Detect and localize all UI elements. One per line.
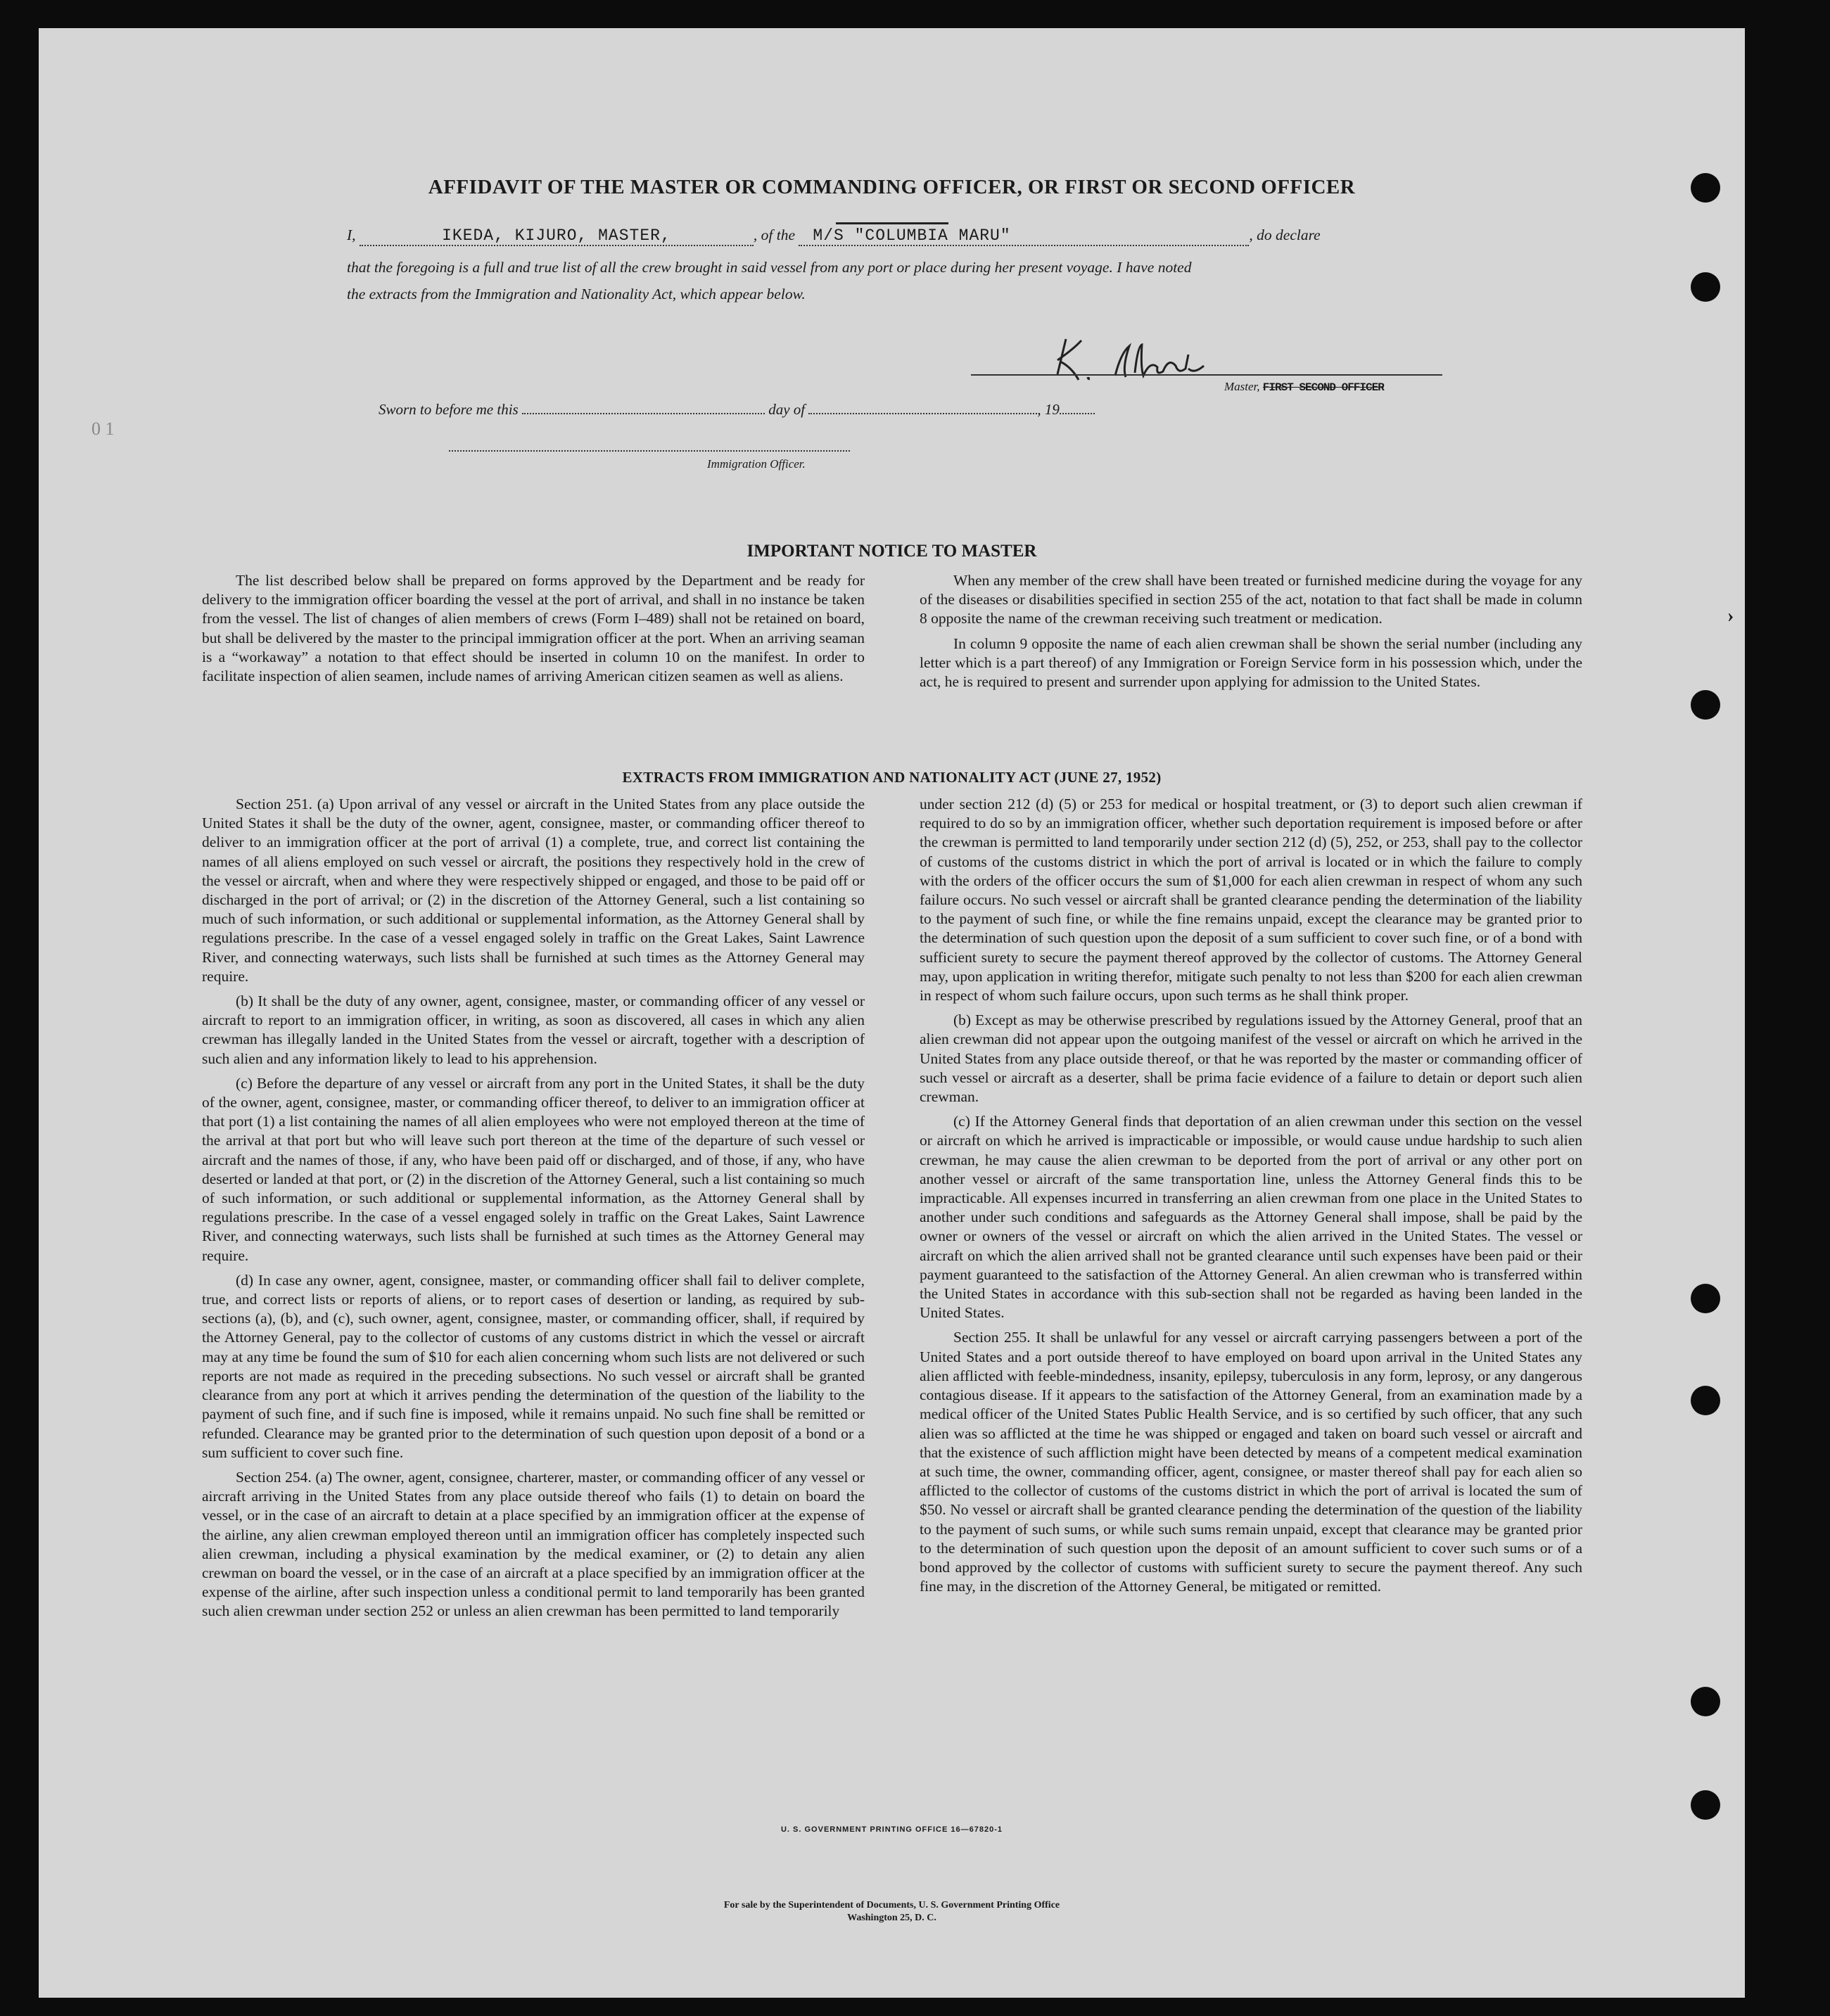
sale-notice [39, 1899, 1745, 1925]
of-the-label: , of the [753, 227, 796, 243]
notice-paragraph: The list described below shall be prepared on forms approved by the Department and be ready for delivery to the immigration officer boarding the vessel at the port of arrival, and shall in no instance be taken from the vessel. The list of changes of alien members of crews (Form I–489) shall not be retained on board, but shall be delivered by the master to the principal immigration officer at the port. When an arriving seaman is a “workaway” a notation to that effect should be inserted in column 10 on the manifest. In order to facilitate inspection of alien seamen, include names of arriving American citizen seamen as well as aliens. [202, 572, 865, 685]
title-divider [836, 222, 948, 224]
punch-hole [1691, 690, 1720, 720]
sworn-year-field [1060, 413, 1095, 414]
notice-title: IMPORTANT NOTICE TO MASTER [746, 542, 1037, 561]
do-declare-label: , do declare [1249, 227, 1321, 243]
vessel-field [799, 227, 1249, 246]
extracts-left-column [202, 795, 865, 1627]
signature-caption [1224, 380, 1384, 394]
officer-name-field [360, 227, 754, 246]
extracts-right-column [920, 795, 1582, 1602]
statute-paragraph: Section 255. It shall be unlawful for any vessel or aircraft carrying passengers between a port of the United States and a port outside thereof to have employed on board upon arrival in the United States any alien afflicted with feeble-mindedness, insanity, epilepsy, tuberculosis in any form, leprosy, or any dangerous contagious disease. If it appears to the satisfaction of the Attorney General, from an examination made by a medical officer of the United States Public Health Service, and is so certified by such officer, that any such alien was so afflicted at the time he was shipped or engaged and taken on board such vessel or aircraft and that the existence of such affliction might have been detected by means of a competent medical examination at such time, the owner, commanding officer, agent, consignee, or master thereof shall pay for each alien so afflicted to the collector of customs of the customs district in which the port of arrival is located the sum of $50. No vessel or aircraft shall be granted clearance pending the determination of the question of the liability to the payment of such sums, or while such sums remain unpaid, except that clearance may be granted prior to the determination of such question upon the deposit of an amount sufficient to cover such sums or of a bond approved by the collector of customs with sufficient surety to secure the payment thereof. Any such fine may, in the discretion of the Attorney General, be mitigated or remitted. [920, 1329, 1582, 1595]
margin-mark: 0 1 [91, 419, 115, 439]
punch-hole [1691, 1687, 1720, 1716]
officer-name-value: IKEDA, KIJURO, MASTER, [442, 227, 671, 245]
punch-hole [1691, 272, 1720, 302]
notice-paragraph: In column 9 opposite the name of each alien crewman shall be shown the serial number (including any letter which is a part thereof) of any Immigration or Foreign Service form in his possession which, under the act, he is required to present and surrender upon applying for admission to the United States. [920, 634, 1582, 691]
declaration-prefix: I, [347, 227, 356, 243]
declaration-line-1 [347, 227, 1487, 246]
sale-line-2: Washington 25, D. C. [847, 1913, 936, 1923]
punch-hole [1691, 1790, 1720, 1820]
sworn-line [379, 401, 1095, 419]
immigration-officer-caption: Immigration Officer. [707, 457, 806, 471]
year-label: , 19 [1037, 401, 1060, 418]
punch-hole [1691, 1386, 1720, 1415]
master-label: Master, [1224, 380, 1260, 393]
declaration-line-3: the extracts from the Immigration and Nationality Act, which appear below. [347, 286, 806, 302]
statute-paragraph: Section 251. (a) Upon arrival of any vessel or aircraft in the United States from any place outside the United States it shall be the duty of the owner, agent, consignee, master, or commanding officer thereof to deliver to an immigration officer at the port of arrival (1) a complete, true, and correct list containing the names of all aliens employed on such vessel or aircraft, the positions they respectively hold in the crew of the vessel or aircraft, when and where they were respectively shipped or engaged, and those to be paid off or discharged in the port of arrival; or (2) in the discretion of the Attorney General, such a list containing so much of such information, or such additional or supplemental information, as the Attorney General shall by regulations prescribe. In the case of a vessel engaged solely in traffic on the Great Lakes, Saint Lawrence River, and connecting waterways, such lists shall be furnished at such times as the Attorney General may require. [202, 796, 865, 985]
notice-paragraph: When any member of the crew shall have been treated or furnished medicine during the voyage for any of the diseases or disabilities specified in section 255 of the act, notation to that fact shall be made in column 8 opposite the name of the crewman receiving such treatment or medication. [920, 572, 1582, 627]
notice-left-column [202, 571, 865, 691]
statute-paragraph: Section 254. (a) The owner, agent, consignee, charterer, master, or commanding officer of any vessel or aircraft arriving in the United States from any place outside thereof who fails (1) to detain on board the vessel, or in the case of an aircraft to detain at a place specified by an immigration officer at the expense of the airline, any alien crewman employed thereon until an immigration officer has completely inspected such alien crewman, including a physical examination by the medical examiner, or (2) to detain any alien crewman on board the vessel, or in the case of an aircraft at a place specified by an immigration officer at the expense of the airline, after such inspection unless a conditional permit to land temporarily has been granted such alien crewman under section 252 or unless an alien crewman has been permitted to land temporarily [202, 1468, 865, 1620]
sale-line-1: For sale by the Superintendent of Documents, U. S. Government Printing Office [723, 1900, 1060, 1910]
struck-officer-label: FIRST SECOND OFFICER [1262, 381, 1384, 394]
page-title: AFFIDAVIT OF THE MASTER OR COMMANDING OFFICER, OR FIRST OR SECOND OFFICER [428, 176, 1356, 198]
statute-paragraph: (b) It shall be the duty of any owner, agent, consignee, master, or commanding officer of any vessel or aircraft to report to an immigration officer, in writing, as soon as discovered, all cases in which any alien crewman has illegally landed in the United States from the vessel or aircraft, together with a description of such alien and any information likely to lead to his apprehension. [202, 993, 865, 1067]
punch-hole [1691, 1284, 1720, 1313]
statute-paragraph: (d) In case any owner, agent, consignee, master, or commanding officer shall fail to deliver complete, true, and correct lists or reports of aliens, or to report cases of desertion or landing, as required by sub-sections (a), (b), and (c), such owner, agent, consignee, master, or commanding officer, shall, if required by the Attorney General, pay to the collector of customs of any customs district in which the vessel or aircraft may at any time be found the sum of $10 for each alien concerning whom such lists are not delivered or such reports are not made as required in the preceding subsections. No such vessel or aircraft shall be granted clearance from any port at which it arrives pending the determination of the question of the liability to the payment of such fine, and if such fine is imposed, while it remains unpaid. No such fine shall be remitted or refunded. Clearance may be granted prior to the determination of such question upon deposit of a bond or a sum sufficient to cover such fine. [202, 1271, 865, 1461]
vessel-value: M/S "COLUMBIA MARU" [813, 227, 1011, 245]
sworn-date-field [522, 413, 765, 414]
edge-mark: › [1727, 605, 1734, 627]
sworn-month-field [808, 413, 1037, 414]
statute-paragraph: (b) Except as may be otherwise prescribed by regulations issued by the Attorney General, proof that an alien crewman did not appear upon the outgoing manifest of the vessel or aircraft on which he arrived in the United States from any place outside thereof, or that he was reported by the master or commanding officer of such vessel or aircraft as a deserter, shall be prima facie evidence of a failure to detain or deport such alien crewman. [920, 1012, 1582, 1106]
notice-right-column [920, 571, 1582, 697]
printer-imprint: U. S. GOVERNMENT PRINTING OFFICE 16—67820-1 [780, 1825, 1003, 1834]
form-page [39, 28, 1745, 1998]
statute-paragraph: (c) Before the departure of any vessel or aircraft from any port in the United States, it shall be the duty of the owner, agent, consignee, master, or commanding officer thereof, to deliver to an immigration officer at that port (1) a list containing the names of all alien employees who were not employed thereon at the time of the arrival at that port but who will leave such port thereon at the time of the departure of such vessel or aircraft and the names of those, if any, who have been paid off or discharged, and of those, if any, who have deserted or landed at that port, or (2) in the discretion of the Attorney General, such a list containing so much of such information, or such additional or supplemental information, as the Attorney General shall by regulations prescribe. In the case of a vessel engaged solely in traffic on the Great Lakes, Saint Lawrence River, and connecting waterways, such lists shall be furnished at such times as the Attorney General may require. [202, 1074, 865, 1264]
signature-line [971, 374, 1442, 376]
immigration-officer-line [449, 450, 850, 452]
sworn-label: Sworn to before me this [379, 401, 519, 418]
declaration-line-2: that the foregoing is a full and true list of all the crew brought in said vessel from any port or place during her present voyage. I have noted [347, 259, 1192, 276]
statute-paragraph: under section 212 (d) (5) or 253 for medical or hospital treatment, or (3) to deport such alien crewman if required to do so by an immigration officer, whether such deportation requirement is imposed before or after the crewman is permitted to land temporarily under section 212 (d) (5), 252, or 253, shall pay to the collector of customs of the customs district in which the port of arrival is located or in which the failure to comply with the orders of the officer occurs the sum of $1,000 for each alien crewman in respect of whom any such failure occurs. No such vessel or aircraft shall be granted clearance pending the determination of the liability to the payment of such fine, or while the fine remains unpaid, except the clearance may be granted prior to the determination of such question upon the deposit of a sum sufficient to cover such fine, or of a bond with sufficient surety to secure the payment thereof approved by the collector of customs. The Attorney General may, upon application in writing therefor, mitigate such penalty to not less than $200 for each alien crewman in respect of whom such failure occurs, upon such terms as he shall think proper. [920, 796, 1582, 1004]
statute-paragraph: (c) If the Attorney General finds that deportation of an alien crewman under this section on the vessel or aircraft on which he arrived is impracticable or impossible, or would cause undue hardship to such alien crewman, he may cause the alien crewman to be deported from the port of arrival or any other port on another vessel or aircraft of the same transportation line, unless the Attorney General finds this to be impracticable. All expenses incurred in transferring an alien crewman from one place in the United States to another under such conditions and safeguards as the Attorney General shall impose, shall be paid by the owner or owners of the vessel or aircraft on which the alien arrived in the United States. The vessel or aircraft on which the alien arrived shall not be granted clearance until such expenses have been paid or their payment guaranteed to the satisfaction of the Attorney General. An alien crewman who is transferred within the United States in accordance with this sub-section shall not be regarded as having been landed in the United States. [920, 1113, 1582, 1322]
day-of-label: day of [768, 401, 806, 418]
extracts-title: EXTRACTS FROM IMMIGRATION AND NATIONALITY ACT (JUNE 27, 1952) [622, 769, 1162, 786]
